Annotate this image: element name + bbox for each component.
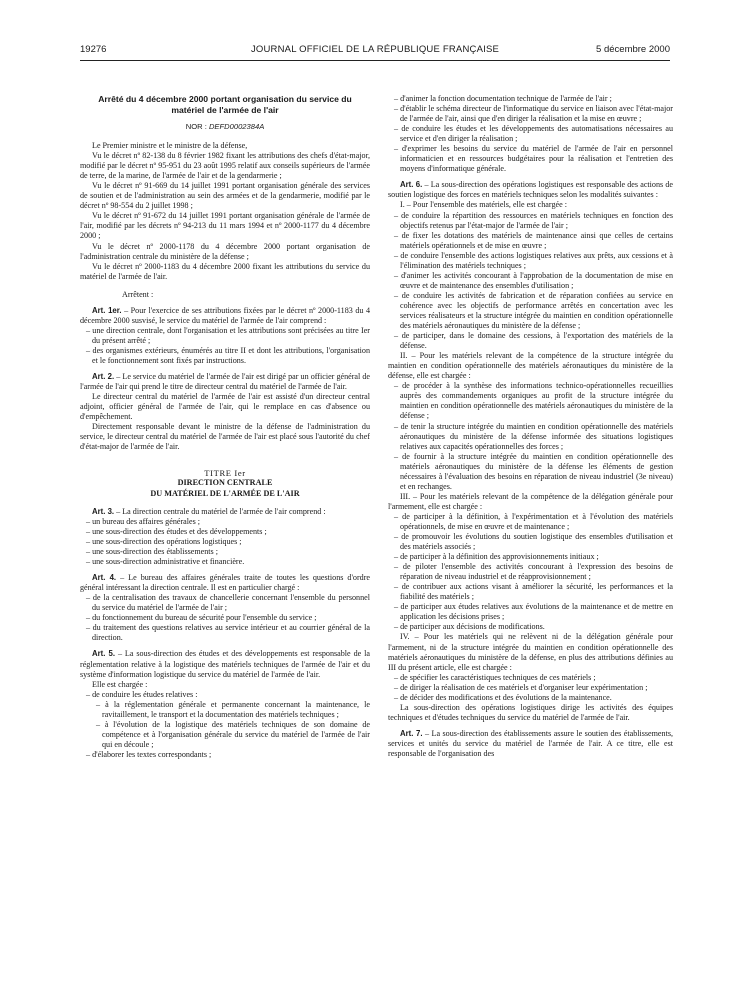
paragraph: Le directeur central du matériel de l'armée de l'air est assisté d'un directeur central adjoint, officier général de l'armée de l'air, qui le remplace en cas d'absence ou d'empêchement. bbox=[80, 392, 370, 422]
titre-number: TITRE Ier bbox=[204, 468, 246, 479]
article-label: Art. 4. bbox=[92, 573, 117, 583]
preamble-line: Le Premier ministre et le ministre de la défense, bbox=[92, 141, 248, 151]
nor-label: NOR : bbox=[185, 122, 207, 131]
list-item: – de la centralisation des travaux de chancellerie concernant l'ensemble du personnel du service du matériel de l'armée de l'air ; bbox=[86, 593, 370, 613]
article-text: – Pour l'exercice de ses attributions fixées par le décret nº 2000-1183 du 4 décembre 2000 susvisé, le service du matériel de l'armée de l'air comprend : bbox=[80, 305, 371, 325]
list-item: – de participer aux décisions de modifications. bbox=[394, 622, 545, 632]
right-column bbox=[388, 94, 673, 759]
section-heading: III. – Pour les matériels relevant de la compétence de la délégation générale pour l'armement, elle est chargée : bbox=[388, 491, 673, 511]
article-6 bbox=[388, 180, 673, 200]
section-heading: IV. – Pour les matériels qui ne relèvent ni de la délégation générale pour l'armement, ni de la structure intégrée du maintien en condition opérationnelle des matériels aéronautiques du ministère de la défense, en plus des attributions définies au III du présent article, elle est chargée : bbox=[388, 632, 673, 672]
article-label: Art. 5. bbox=[92, 649, 116, 659]
list-item: – du traitement des questions relatives au service intérieur et au courrier général de la direction. bbox=[86, 623, 370, 643]
list-item: – une sous-direction administrative et financière. bbox=[86, 557, 245, 567]
article-text: – La direction centrale du matériel de l'armée de l'air comprend : bbox=[116, 506, 326, 516]
titre-heading-line: DIRECTION CENTRALE bbox=[177, 478, 273, 488]
article-label: Art. 2. bbox=[92, 372, 115, 382]
list-item: – de piloter l'ensemble des activités concourant à l'expression des besoins de réparation de niveau industriel et de réapprovisionnement ; bbox=[394, 562, 673, 582]
list-item: – de spécifier les caractéristiques techniques de ces matériels ; bbox=[394, 672, 596, 682]
list-item: – de conduire l'ensemble des actions logistiques relatives aux prêts, aux cessions et à l'élimination des matériels techniques ; bbox=[394, 250, 673, 270]
article-1 bbox=[80, 306, 370, 326]
list-item: – de conduire les études relatives : bbox=[86, 689, 198, 699]
list-item: – de participer à la définition des approvisionnements initiaux ; bbox=[394, 552, 599, 562]
preamble-line: Vu le décret nº 2000-1183 du 4 décembre 2000 fixant les attributions du service du matériel de l'armée de l'air. bbox=[80, 261, 370, 281]
sub-list-item: – à l'évolution de la logistique des matériels techniques de son domaine de compétence et à l'organisation générale du service du matériel de l'armée de l'air qui en découle ; bbox=[96, 719, 370, 749]
article-text: – Le bureau des affaires générales traite de toutes les questions d'ordre général intéressant la direction centrale. Il est en particulier chargé : bbox=[80, 573, 370, 593]
preamble-line: Vu le décret nº 2000-1178 du 4 décembre 2000 portant organisation de l'administration centrale du ministère de la défense ; bbox=[80, 241, 370, 261]
list-item: – de procéder à la synthèse des informations technico-opérationnelles recueillies auprès des commandements organiques au profit de la structure intégrée du maintien en condition opérationnelle des matériels aéronautiques du ministère de la défense ; bbox=[394, 381, 673, 421]
list-item: – des organismes extérieurs, énumérés au titre II et dont les attributions, l'organisation et le fonctionnement sont fixés par instructions. bbox=[86, 345, 370, 365]
list-item: – une sous-direction des établissements ; bbox=[86, 547, 218, 557]
issue-date: 5 décembre 2000 bbox=[596, 44, 670, 55]
list-item: – de participer, dans le domaine des cessions, à l'exportation des matériels de la défense. bbox=[394, 331, 673, 351]
list-item: – de tenir la structure intégrée du maintien en condition opérationnelle des matériels aéronautiques du ministère de la défense informée des situations logistiques relatives aux capacités opérationnelles des forces ; bbox=[394, 421, 673, 451]
article-label: Art. 1er. bbox=[92, 305, 122, 315]
sub-list-item: – à la réglementation générale et permanente concernant la maintenance, le ravitaillement, le transport et la documentation des matériels techniques ; bbox=[96, 699, 370, 719]
journal-title: JOURNAL OFFICIEL DE LA RÉPUBLIQUE FRANÇAISE bbox=[250, 44, 500, 55]
preamble-line: Vu le décret nº 82-138 du 8 février 1982 fixant les attributions des chefs d'état-major, modifié par le décret nº 95-951 du 23 août 1995 relatif aux conseils supérieurs de l'armée de terre, de la marine, de l'armée de l'air et de la gendarmerie ; bbox=[80, 151, 370, 181]
list-item: – une direction centrale, dont l'organisation et les attributions sont précisées au titre Ier du présent arrêté ; bbox=[86, 325, 370, 345]
list-item: – de participer à la définition, à l'expérimentation et à l'évolution des matériels opérationnels, de mise en œuvre et de maintenance ; bbox=[394, 511, 673, 531]
nor-reference bbox=[80, 122, 370, 132]
article-4 bbox=[80, 573, 370, 593]
list-item: – de conduire les activités de fabrication et de réparation confiées au service en cohérence avec les objectifs de performance arrêtés en concertation avec les services réalisateurs et la structure intégrée du maintien en condition opérationnelle des matériels aéronautiques du ministère de la défense ; bbox=[394, 290, 673, 331]
list-item: – de conduire les études et les développements des automatisations nécessaires au service et d'en diriger la réalisation ; bbox=[394, 124, 673, 144]
list-item: – une sous-direction des études et des développements ; bbox=[86, 526, 267, 536]
section-heading: I. – Pour l'ensemble des matériels, elle est chargée : bbox=[400, 200, 567, 210]
preamble-line: Vu le décret nº 91-672 du 14 juillet 1991 portant organisation générale de l'armée de l'air, modifié par les décrets nº 94-213 du 11 mars 1994 et nº 2000-1177 du 4 décembre 2000 ; bbox=[80, 211, 370, 241]
titre-heading bbox=[80, 478, 370, 498]
list-item: – un bureau des affaires générales ; bbox=[86, 516, 201, 526]
paragraph: Directement responsable devant le ministre de la défense de l'administration du service, le directeur central du matériel de l'armée de l'air est placé sous l'autorité du chef d'état-major de l'armée de l'air. bbox=[80, 422, 370, 452]
article-text: – Le service du matériel de l'armée de l'air est dirigé par un officier général de l'armée de l'air qui prend le titre de directeur central du matériel de l'armée de l'air. bbox=[80, 372, 370, 392]
article-text: – La sous-direction des établissements assure le soutien des établissements, services et unités du service du matériel de l'armée de l'air. A ce titre, elle est responsable de l'organisation des bbox=[388, 728, 673, 758]
nor-code: DEFD0002384A bbox=[208, 122, 265, 131]
list-item: – de conduire la répartition des ressources en matériels techniques en fonction des objectifs retenus par l'état-major de l'armée de l'air ; bbox=[394, 210, 673, 230]
paragraph: La sous-direction des opérations logistiques dirige les activités des équipes techniques et d'études techniques du service du matériel de l'armée de l'air. bbox=[388, 702, 673, 722]
list-item: – d'établir le schéma directeur de l'informatique du service en liaison avec l'état-major de l'armée de l'air, ainsi que d'en diriger la réalisation et la mise en œuvre ; bbox=[394, 104, 673, 124]
list-item: – une sous-direction des opérations logistiques ; bbox=[86, 537, 242, 546]
article-7 bbox=[388, 729, 673, 759]
list-item: – de participer aux études relatives aux évolutions de la maintenance et de mettre en application les décisions prises ; bbox=[394, 602, 673, 622]
article-label: Art. 6. bbox=[400, 180, 423, 190]
titre-heading-line: DU MATÉRIEL DE L'ARMÉE DE L'AIR bbox=[150, 488, 300, 498]
article-5 bbox=[80, 649, 370, 679]
arretent-line: Arrêtent : bbox=[122, 289, 154, 299]
paragraph: Elle est chargée : bbox=[92, 679, 148, 689]
preamble-line: Vu le décret nº 91-669 du 14 juillet 1991 portant organisation générale des services de soutien et de l'administration au sein des armées et de la gendarmerie, modifié par le décret nº 98-554 du 2 juillet 1998 ; bbox=[80, 181, 370, 211]
list-item: – d'exprimer les besoins du service du matériel de l'armée de l'air en personnel informaticien et en ressources budgétaires pour la réalisation et l'entretien des moyens d'informatique générale. bbox=[394, 144, 673, 174]
list-item: – de décider des modifications et des évolutions de la maintenance. bbox=[394, 692, 612, 702]
page-number: 19276 bbox=[80, 44, 107, 55]
list-item: – de fournir à la structure intégrée du maintien en condition opérationnelle des matériels aéronautiques du ministère de la défense les éléments de gestion nécessaires à l'évaluation des besoins en réparation de niveau industriel (3e niveau) et en rechanges. bbox=[394, 451, 673, 491]
list-item: – de promouvoir les évolutions du soutien logistique des ensembles d'utilisation et des matériels associés ; bbox=[394, 532, 673, 552]
article-text: – La sous-direction des études et des développements est responsable de la réglementation relative à la logistique des matériels techniques de l'armée de l'air et du système d'information logistique du service du matériel de l'armée de l'air. bbox=[80, 649, 370, 679]
article-label: Art. 7. bbox=[400, 728, 423, 738]
list-item: – de diriger la réalisation de ces matériels et d'organiser leur expérimentation ; bbox=[394, 682, 648, 692]
list-item: – de fixer les dotations des matériels de maintenance ainsi que celles de certains matériels opérationnels et de mise en œuvre ; bbox=[394, 230, 673, 250]
article-label: Art. 3. bbox=[92, 506, 115, 516]
list-item: – d'animer la fonction documentation technique de l'armée de l'air ; bbox=[394, 94, 612, 103]
article-2 bbox=[80, 372, 370, 392]
list-item: – du fonctionnement du bureau de sécurité pour l'ensemble du service ; bbox=[86, 613, 317, 623]
page-header bbox=[80, 42, 670, 61]
list-item: – d'animer les activités concourant à l'approbation de la documentation de mise en œuvre et de maintenance des ensembles d'utilisation ; bbox=[394, 270, 673, 290]
section-heading: II. – Pour les matériels relevant de la compétence de la structure intégrée du maintien en condition opérationnelle des matériels aéronautiques du ministère de la défense, elle est chargée : bbox=[388, 351, 673, 381]
article-3 bbox=[80, 507, 370, 517]
decree-title: Arrêté du 4 décembre 2000 portant organisation du service du matériel de l'armée de l'air bbox=[98, 94, 352, 115]
left-column bbox=[80, 94, 370, 760]
article-text: – La sous-direction des opérations logistiques est responsable des actions de soutien logistique des forces en matériels techniques selon les modalités suivantes : bbox=[388, 180, 673, 200]
list-item: – de contribuer aux actions visant à améliorer la sécurité, les performances et la fiabilité des matériels ; bbox=[394, 582, 673, 602]
list-item: – d'élaborer les textes correspondants ; bbox=[86, 749, 212, 759]
